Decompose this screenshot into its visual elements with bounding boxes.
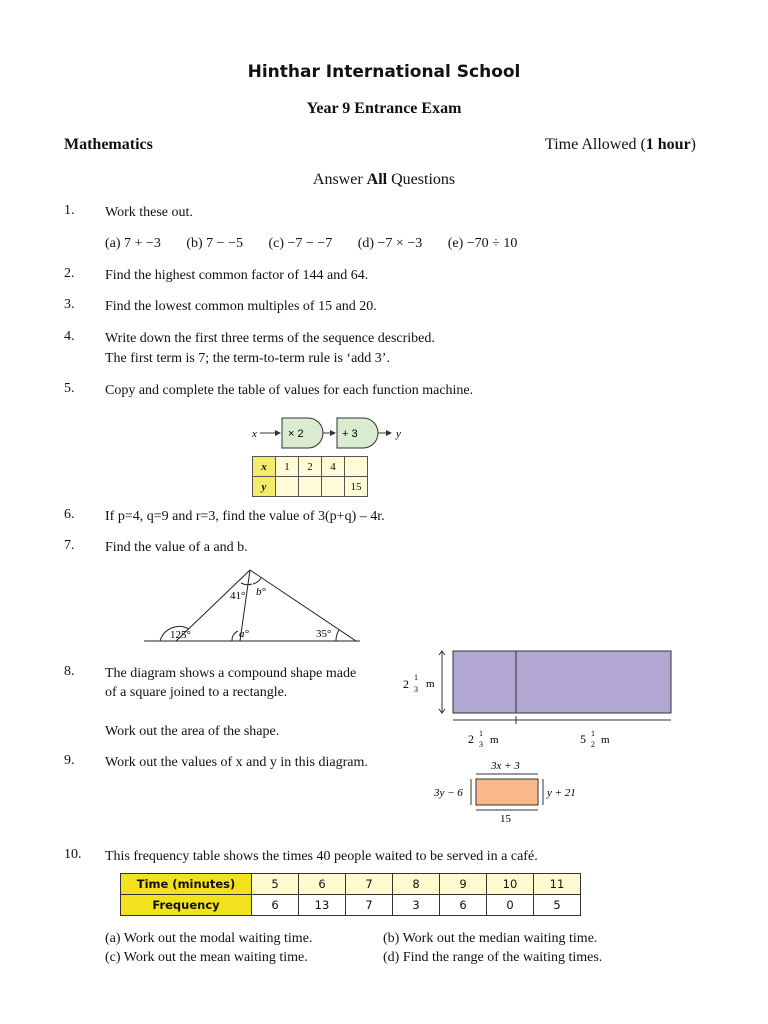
q4-number: 4.: [64, 329, 75, 344]
fm-y-cell: [299, 477, 322, 497]
function-table: [252, 456, 368, 497]
q5-number: 5.: [64, 381, 75, 396]
time-allowed: Time Allowed (1 hour): [545, 136, 696, 153]
q10-number: 10.: [64, 847, 82, 862]
width1-frac-den: 3: [479, 740, 483, 749]
machine-input-label: x: [252, 428, 257, 440]
fm-y-label: y: [253, 477, 276, 497]
angle-arc-41: [241, 583, 252, 585]
fm-y-cell: [322, 477, 345, 497]
q10-sub-b: (b) Work out the median waiting time.: [383, 931, 598, 946]
width1-whole: 2: [468, 732, 474, 746]
rect-top-label: 3x + 3: [491, 760, 520, 772]
frequency-table: [120, 873, 581, 916]
freq-cell: 5: [534, 895, 581, 916]
freq-cell: 3: [393, 895, 440, 916]
time-cell: 9: [440, 874, 487, 895]
machine-op2-label: + 3: [342, 428, 358, 440]
rect-left-label: 3y − 6: [434, 787, 463, 799]
freq-row-label-frequency: Frequency: [121, 895, 252, 916]
q1-text: Work these out.: [105, 205, 193, 220]
q9-text: Work out the values of x and y in this diagram.: [105, 755, 368, 770]
q1-part-d: (d) −7 × −3: [357, 236, 423, 251]
q10-sub-c: (c) Work out the mean waiting time.: [105, 950, 308, 965]
fm-x-cell: 2: [299, 457, 322, 477]
xy-rectangle: [476, 779, 538, 805]
triangle-angles-diagram: [140, 565, 365, 647]
width2-frac-den: 2: [591, 740, 595, 749]
freq-row-label-time: Time (minutes): [121, 874, 252, 895]
exam-title: Year 9 Entrance Exam: [306, 100, 462, 117]
q1-part-e: (e) −70 ÷ 10: [447, 236, 518, 251]
q8-line3: Work out the area of the shape.: [105, 724, 280, 739]
q10-text: This frequency table shows the times 40 people waited to be served in a café.: [105, 849, 538, 864]
angle-label-41: 41°: [230, 590, 246, 602]
q1-parts: [105, 234, 539, 254]
rect-bottom-label: 15: [500, 813, 511, 824]
triangle-right-side: [250, 570, 356, 641]
freq-cell: 13: [299, 895, 346, 916]
q8-line1: The diagram shows a compound shape made: [105, 666, 357, 681]
q4-line1: Write down the first three terms of the sequence described.: [105, 331, 435, 346]
q1-part-c: (c) −7 − −7: [268, 236, 333, 251]
q5-text: Copy and complete the table of values for each function machine.: [105, 383, 474, 398]
fm-x-cell: 1: [276, 457, 299, 477]
width1-unit: m: [490, 734, 499, 746]
angle-arc-35: [336, 630, 339, 641]
q10-sub-a: (a) Work out the modal waiting time.: [105, 931, 313, 946]
fm-y-cell: [276, 477, 299, 497]
angle-label-125: 125°: [170, 629, 191, 641]
machine-op1-label: × 2: [288, 428, 304, 440]
q9-number: 9.: [64, 753, 75, 768]
time-cell: 10: [487, 874, 534, 895]
q6-number: 6.: [64, 507, 75, 522]
compound-shape: [453, 651, 671, 713]
q3-number: 3.: [64, 297, 75, 312]
freq-cell: 6: [440, 895, 487, 916]
width2-unit: m: [601, 734, 610, 746]
machine-output-label: y: [396, 428, 401, 440]
angle-label-b: b°: [256, 586, 266, 598]
angle-label-35: 35°: [316, 628, 332, 640]
q3-text: Find the lowest common multiples of 15 and 20.: [105, 299, 377, 314]
height-unit: m: [426, 678, 435, 690]
width2-whole: 5: [580, 732, 586, 746]
rectangle-xy-diagram: [430, 756, 590, 824]
q8-line2: of a square joined to a rectangle.: [105, 685, 288, 700]
time-cell: 8: [393, 874, 440, 895]
height-frac-num: 1: [414, 673, 418, 682]
height-frac-den: 3: [414, 685, 418, 694]
angle-label-a: a°: [239, 628, 249, 640]
rect-right-label: y + 21: [547, 787, 576, 799]
time-cell: 5: [252, 874, 299, 895]
fm-x-cell: [345, 457, 368, 477]
time-cell: 11: [534, 874, 581, 895]
fm-x-cell: 4: [322, 457, 345, 477]
q8-number: 8.: [64, 664, 75, 679]
q1-part-b: (b) 7 − −5: [186, 236, 243, 251]
q2-text: Find the highest common factor of 144 and 64.: [105, 268, 369, 283]
q6-text: If p=4, q=9 and r=3, find the value of 3(p+q) – 4r.: [105, 509, 385, 524]
width2-frac-num: 1: [591, 729, 595, 738]
q1-part-a: (a) 7 + −3: [105, 236, 161, 251]
q1-number: 1.: [64, 203, 75, 218]
freq-cell: 0: [487, 895, 534, 916]
compound-shape-diagram: [398, 640, 680, 750]
time-cell: 6: [299, 874, 346, 895]
q10-sub-d: (d) Find the range of the waiting times.: [383, 950, 603, 965]
school-name: Hinthar International School: [247, 62, 521, 82]
subject-title: Mathematics: [64, 136, 153, 153]
height-label: 2: [403, 677, 409, 691]
angle-arc-a: [232, 631, 238, 641]
angle-arc-b: [253, 578, 261, 584]
width1-frac-num: 1: [479, 729, 483, 738]
q2-number: 2.: [64, 266, 75, 281]
freq-cell: 6: [252, 895, 299, 916]
q7-text: Find the value of a and b.: [105, 540, 248, 555]
q4-line2: The first term is 7; the term-to-term rule is ‘add 3’.: [105, 351, 390, 366]
fm-x-label: x: [253, 457, 276, 477]
answer-instruction: Answer All Questions: [312, 171, 456, 188]
time-cell: 7: [346, 874, 393, 895]
fm-y-cell: 15: [345, 477, 368, 497]
q7-number: 7.: [64, 538, 75, 553]
freq-cell: 7: [346, 895, 393, 916]
function-machine-diagram: [248, 413, 418, 455]
